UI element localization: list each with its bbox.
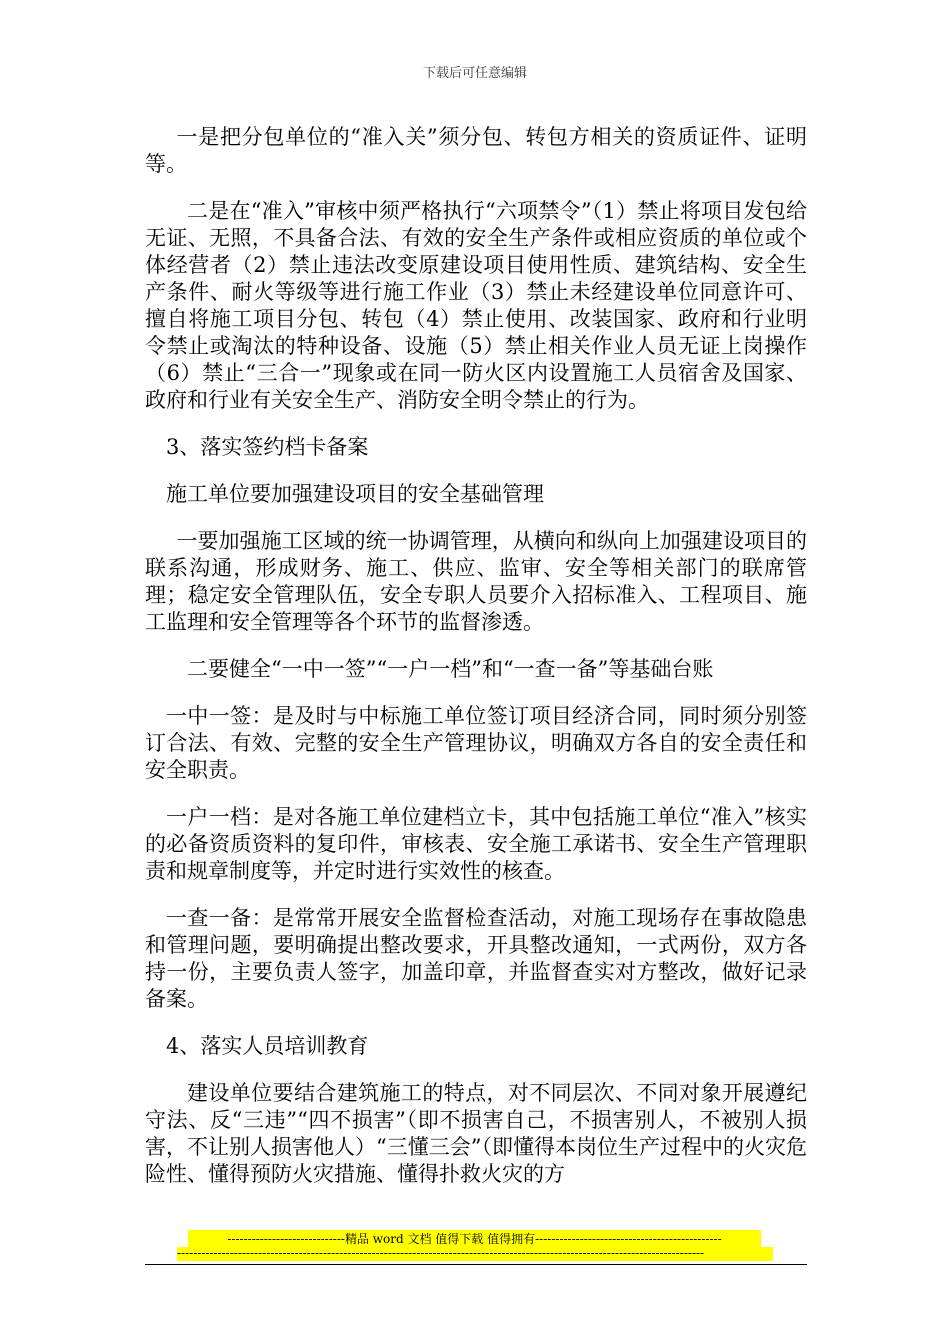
paragraph-one-file: 一户一档：是对各施工单位建档立卡，其中包括施工单位“准入”核实的必备资质资料的复印件，审核表、安全施工承诺书、安全生产管理职责和规章制度等，并定时进行实效性的核查。 xyxy=(145,805,807,883)
section-heading-training: 4、落实人员培训教育 xyxy=(166,1034,369,1058)
paragraph-admission-qualification: 一是把分包单位的“准入关”须分包、转包方相关的资质证件、证明等。 xyxy=(145,125,807,176)
footer-rule xyxy=(145,1264,807,1265)
paragraph-safety-management: 施工单位要加强建设项目的安全基础管理 xyxy=(166,482,544,506)
paragraph-training-content: 建设单位要结合建筑施工的特点，对不同层次、不同对象开展遵纪守法、反“三违”“四不损害”（即不损害自己，不损害别人，不被别人损害，不让别人损害他人）“三懂三会”（即懂得本岗位生产过程中的火灾危险性、懂得预防火灾措施、懂得扑救火灾的方 xyxy=(145,1081,807,1186)
paragraph-one-inspection: 一查一备：是常常开展安全监督检查活动，对施工现场存在事故隐患和管理问题，要明确提出整改要求，开具整改通知，一式两份，双方各持一份，主要负责人签字，加盖印章，并监督查实对方整改，做好记录备案。 xyxy=(145,906,807,1011)
paragraph-coordination: 一要加强施工区域的统一协调管理，从横向和纵向上加强建设项目的联系沟通，形成财务、施工、供应、监审、安全等相关部门的联席管理；稳定安全管理队伍，安全专职人员要介入招标准入、工程项目、施工监理和安全管理等各个环节的监督渗透。 xyxy=(145,529,807,634)
footer-dash-line: ---------------------------------------------------------------------------------------------------------------------------------- xyxy=(177,1247,773,1261)
section-heading-contract-filing: 3、落实签约档卡备案 xyxy=(166,435,369,459)
paragraph-ledger: 二要健全“一中一签”“一户一档”和“一查一备”等基础台账 xyxy=(187,657,714,681)
paragraph-one-contract: 一中一签：是及时与中标施工单位签订项目经济合同，同时须分别签订合法、有效、完整的安全生产管理协议，明确双方各自的安全责任和安全职责。 xyxy=(145,704,807,782)
document-body xyxy=(145,124,807,1208)
paragraph-six-prohibitions: 二是在“准入”审核中须严格执行“六项禁令”（1）禁止将项目发包给无证、无照，不具备合法、有效的安全生产条件或相应资质的单位或个体经营者（2）禁止违法改变原建设项目使用性质、建筑结构、安全生产条件、耐火等级等进行施工作业（3）禁止未经建设单位同意许可、擅自将施工项目分包、转包（4）禁止使用、改装国家、政府和行业明令禁止或淘汰的特种设备、设施（5）禁止相关作业人员无证上岗操作（6）禁止“三合一”现象或在同一防火区内设置施工人员宿舍及国家、政府和行业有关安全生产、消防安全明令禁止的行为。 xyxy=(145,199,807,412)
footer-banner: -----------------------------精品 word 文档 值得下载 值得拥有---------------------------------------------- xyxy=(188,1230,761,1248)
page-header: 下载后可任意编辑 xyxy=(422,66,527,81)
